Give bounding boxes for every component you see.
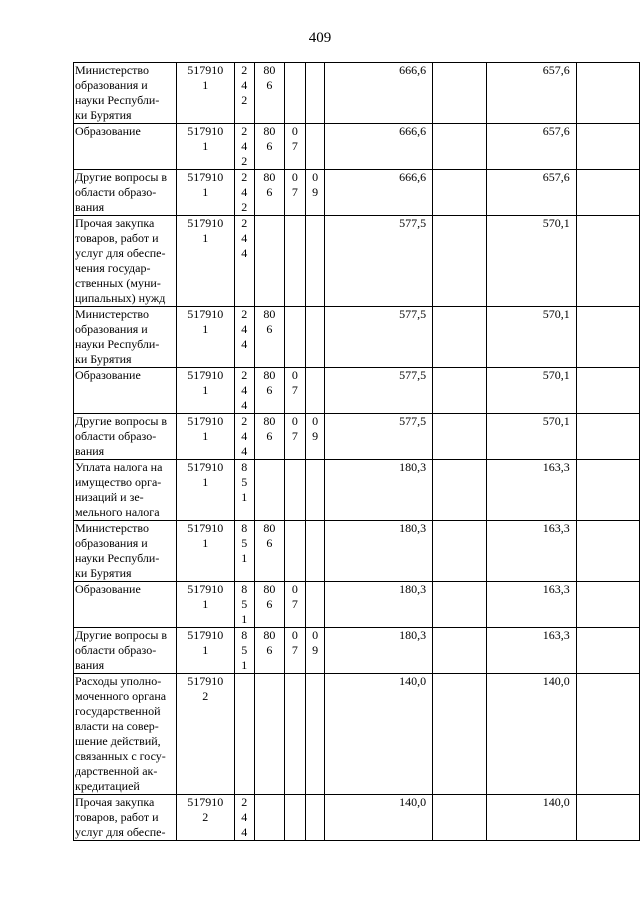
subsection-code-cell bbox=[305, 674, 325, 795]
row-name-cell: Расходы уполно- моченного органа государственной власти на совер- шение действий, связанных с госу- дарственной ак- кредитацией bbox=[74, 674, 177, 795]
subsection-code-cell bbox=[305, 307, 325, 368]
subsection-code-cell bbox=[305, 216, 325, 307]
planned-amount-cell: 140,0 bbox=[325, 795, 433, 841]
row-name-cell: Министерство образования и науки Республи- ки Бурятия bbox=[74, 63, 177, 124]
table-row bbox=[74, 628, 640, 674]
empty-cell bbox=[433, 795, 486, 841]
planned-amount-cell: 666,6 bbox=[325, 63, 433, 124]
empty-cell bbox=[433, 368, 486, 414]
empty-cell bbox=[576, 368, 639, 414]
section-code-cell: 0 7 bbox=[285, 414, 306, 460]
empty-cell bbox=[576, 124, 639, 170]
empty-cell bbox=[433, 674, 486, 795]
executed-amount-cell: 163,3 bbox=[486, 582, 576, 628]
row-name-cell: Другие вопросы в области образо- вания bbox=[74, 628, 177, 674]
table-row bbox=[74, 582, 640, 628]
planned-amount-cell: 180,3 bbox=[325, 521, 433, 582]
table-row bbox=[74, 414, 640, 460]
section-code-cell bbox=[285, 307, 306, 368]
administrator-code-cell bbox=[254, 674, 285, 795]
administrator-code-cell: 80 6 bbox=[254, 307, 285, 368]
section-code-cell bbox=[285, 63, 306, 124]
section-code-cell: 0 7 bbox=[285, 368, 306, 414]
row-name-cell: Министерство образования и науки Республи- ки Бурятия bbox=[74, 521, 177, 582]
administrator-code-cell bbox=[254, 795, 285, 841]
row-name-cell: Уплата налога на имущество орга- низаций и зе- мельного налога bbox=[74, 460, 177, 521]
administrator-code-cell: 80 6 bbox=[254, 368, 285, 414]
planned-amount-cell: 577,5 bbox=[325, 414, 433, 460]
administrator-code-cell: 80 6 bbox=[254, 63, 285, 124]
expense-type-cell: 8 5 1 bbox=[234, 521, 254, 582]
expense-type-cell: 2 4 4 bbox=[234, 307, 254, 368]
executed-amount-cell: 570,1 bbox=[486, 216, 576, 307]
empty-cell bbox=[433, 628, 486, 674]
executed-amount-cell: 657,6 bbox=[486, 124, 576, 170]
expense-type-cell: 2 4 2 bbox=[234, 124, 254, 170]
executed-amount-cell: 657,6 bbox=[486, 170, 576, 216]
planned-amount-cell: 180,3 bbox=[325, 628, 433, 674]
table-row bbox=[74, 170, 640, 216]
row-name-cell: Образование bbox=[74, 124, 177, 170]
target-code-cell: 517910 1 bbox=[176, 628, 234, 674]
empty-cell bbox=[576, 674, 639, 795]
executed-amount-cell: 140,0 bbox=[486, 795, 576, 841]
expense-type-cell: 8 5 1 bbox=[234, 582, 254, 628]
empty-cell bbox=[576, 216, 639, 307]
table-row bbox=[74, 307, 640, 368]
empty-cell bbox=[433, 460, 486, 521]
planned-amount-cell: 577,5 bbox=[325, 307, 433, 368]
subsection-code-cell bbox=[305, 521, 325, 582]
administrator-code-cell: 80 6 bbox=[254, 414, 285, 460]
expense-type-cell: 2 4 4 bbox=[234, 414, 254, 460]
administrator-code-cell: 80 6 bbox=[254, 521, 285, 582]
expense-type-cell: 2 4 4 bbox=[234, 795, 254, 841]
target-code-cell: 517910 1 bbox=[176, 521, 234, 582]
empty-cell bbox=[576, 628, 639, 674]
section-code-cell bbox=[285, 216, 306, 307]
planned-amount-cell: 666,6 bbox=[325, 170, 433, 216]
section-code-cell bbox=[285, 521, 306, 582]
administrator-code-cell: 80 6 bbox=[254, 582, 285, 628]
administrator-code-cell: 80 6 bbox=[254, 170, 285, 216]
table-row bbox=[74, 368, 640, 414]
subsection-code-cell bbox=[305, 460, 325, 521]
empty-cell bbox=[576, 460, 639, 521]
planned-amount-cell: 180,3 bbox=[325, 460, 433, 521]
subsection-code-cell bbox=[305, 124, 325, 170]
empty-cell bbox=[576, 795, 639, 841]
empty-cell bbox=[576, 307, 639, 368]
empty-cell bbox=[576, 170, 639, 216]
target-code-cell: 517910 1 bbox=[176, 582, 234, 628]
target-code-cell: 517910 1 bbox=[176, 124, 234, 170]
empty-cell bbox=[433, 124, 486, 170]
empty-cell bbox=[433, 414, 486, 460]
expense-type-cell bbox=[234, 674, 254, 795]
row-name-cell: Прочая закупка товаров, работ и услуг для обеспе- чения государ- ственных (муни- ципальных) нужд bbox=[74, 216, 177, 307]
executed-amount-cell: 570,1 bbox=[486, 414, 576, 460]
planned-amount-cell: 140,0 bbox=[325, 674, 433, 795]
section-code-cell: 0 7 bbox=[285, 582, 306, 628]
subsection-code-cell bbox=[305, 368, 325, 414]
section-code-cell bbox=[285, 795, 306, 841]
empty-cell bbox=[433, 170, 486, 216]
target-code-cell: 517910 1 bbox=[176, 414, 234, 460]
expense-type-cell: 2 4 4 bbox=[234, 216, 254, 307]
target-code-cell: 517910 1 bbox=[176, 170, 234, 216]
planned-amount-cell: 180,3 bbox=[325, 582, 433, 628]
subsection-code-cell: 0 9 bbox=[305, 414, 325, 460]
administrator-code-cell bbox=[254, 216, 285, 307]
empty-cell bbox=[433, 216, 486, 307]
table-row bbox=[74, 795, 640, 841]
administrator-code-cell: 80 6 bbox=[254, 124, 285, 170]
executed-amount-cell: 163,3 bbox=[486, 521, 576, 582]
executed-amount-cell: 570,1 bbox=[486, 307, 576, 368]
planned-amount-cell: 666,6 bbox=[325, 124, 433, 170]
subsection-code-cell bbox=[305, 63, 325, 124]
empty-cell bbox=[576, 414, 639, 460]
section-code-cell bbox=[285, 674, 306, 795]
executed-amount-cell: 140,0 bbox=[486, 674, 576, 795]
expense-type-cell: 2 4 2 bbox=[234, 63, 254, 124]
empty-cell bbox=[433, 521, 486, 582]
planned-amount-cell: 577,5 bbox=[325, 368, 433, 414]
empty-cell bbox=[433, 63, 486, 124]
section-code-cell: 0 7 bbox=[285, 628, 306, 674]
planned-amount-cell: 577,5 bbox=[325, 216, 433, 307]
subsection-code-cell bbox=[305, 582, 325, 628]
empty-cell bbox=[433, 307, 486, 368]
target-code-cell: 517910 1 bbox=[176, 63, 234, 124]
empty-cell bbox=[576, 521, 639, 582]
section-code-cell: 0 7 bbox=[285, 124, 306, 170]
subsection-code-cell: 0 9 bbox=[305, 628, 325, 674]
row-name-cell: Прочая закупка товаров, работ и услуг для обеспе- bbox=[74, 795, 177, 841]
executed-amount-cell: 570,1 bbox=[486, 368, 576, 414]
page-number: 409 bbox=[308, 30, 332, 46]
table-row bbox=[74, 216, 640, 307]
row-name-cell: Другие вопросы в области образо- вания bbox=[74, 170, 177, 216]
budget-table bbox=[73, 62, 640, 841]
administrator-code-cell bbox=[254, 460, 285, 521]
executed-amount-cell: 657,6 bbox=[486, 63, 576, 124]
table-row bbox=[74, 124, 640, 170]
target-code-cell: 517910 1 bbox=[176, 368, 234, 414]
table-row bbox=[74, 674, 640, 795]
target-code-cell: 517910 2 bbox=[176, 795, 234, 841]
subsection-code-cell bbox=[305, 795, 325, 841]
table-body bbox=[74, 63, 640, 841]
empty-cell bbox=[433, 582, 486, 628]
row-name-cell: Образование bbox=[74, 582, 177, 628]
table-row bbox=[74, 521, 640, 582]
row-name-cell: Министерство образования и науки Республи- ки Бурятия bbox=[74, 307, 177, 368]
executed-amount-cell: 163,3 bbox=[486, 460, 576, 521]
empty-cell bbox=[576, 63, 639, 124]
administrator-code-cell: 80 6 bbox=[254, 628, 285, 674]
expense-type-cell: 2 4 4 bbox=[234, 368, 254, 414]
empty-cell bbox=[576, 582, 639, 628]
row-name-cell: Образование bbox=[74, 368, 177, 414]
expense-type-cell: 2 4 2 bbox=[234, 170, 254, 216]
section-code-cell bbox=[285, 460, 306, 521]
expense-type-cell: 8 5 1 bbox=[234, 628, 254, 674]
target-code-cell: 517910 1 bbox=[176, 460, 234, 521]
table-row bbox=[74, 460, 640, 521]
section-code-cell: 0 7 bbox=[285, 170, 306, 216]
target-code-cell: 517910 1 bbox=[176, 307, 234, 368]
executed-amount-cell: 163,3 bbox=[486, 628, 576, 674]
subsection-code-cell: 0 9 bbox=[305, 170, 325, 216]
row-name-cell: Другие вопросы в области образо- вания bbox=[74, 414, 177, 460]
target-code-cell: 517910 2 bbox=[176, 674, 234, 795]
table-row bbox=[74, 63, 640, 124]
target-code-cell: 517910 1 bbox=[176, 216, 234, 307]
expense-type-cell: 8 5 1 bbox=[234, 460, 254, 521]
